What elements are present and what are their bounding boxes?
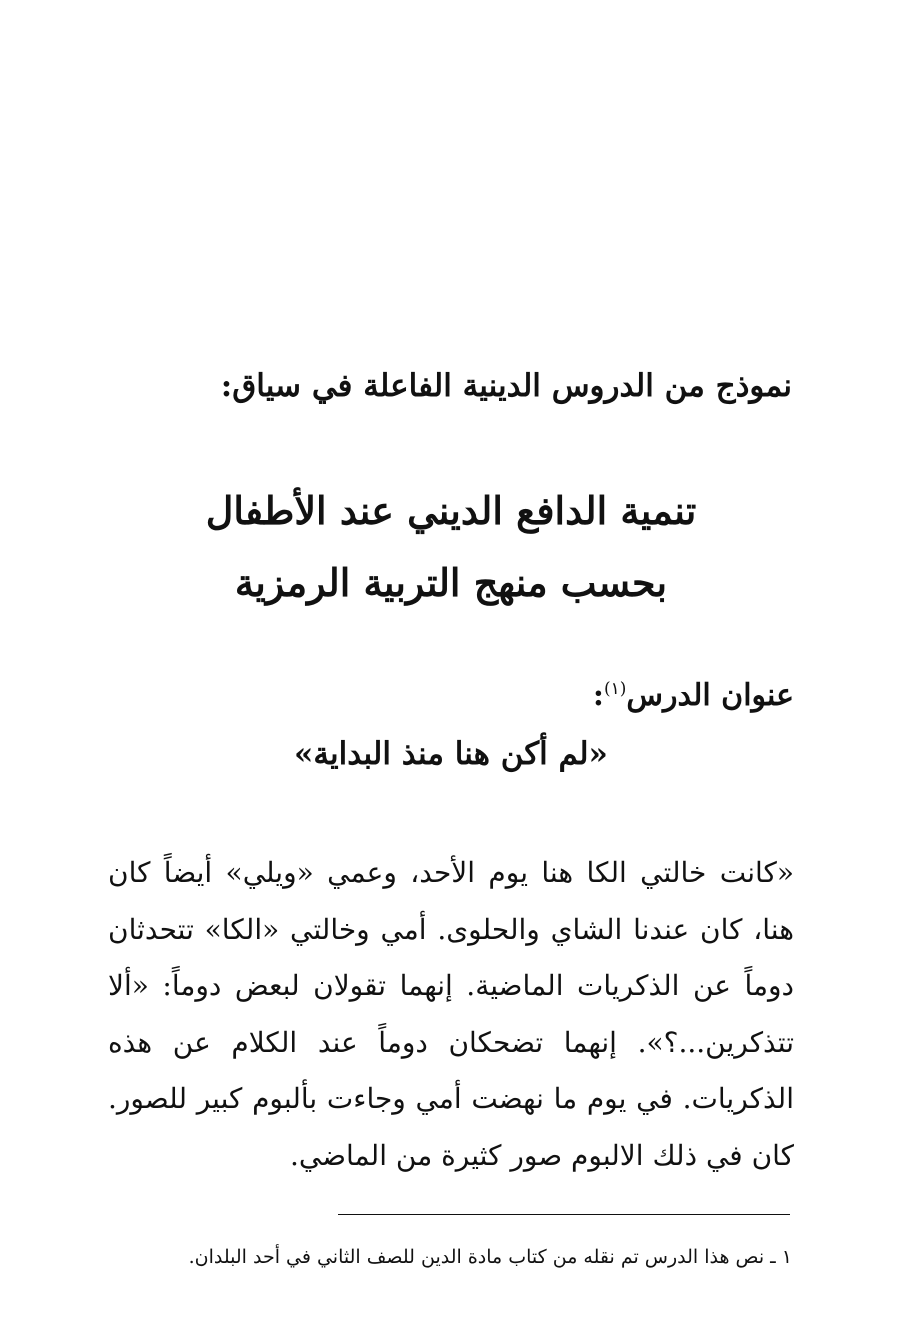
lesson-label: عنوان الدرس xyxy=(626,678,794,713)
lesson-title-line-1: تنمية الدافع الديني عند الأطفال xyxy=(205,488,697,533)
lesson-label-row xyxy=(593,678,794,713)
lesson-title-line-2: بحسب منهج التربية الرمزية xyxy=(234,560,668,605)
lesson-name: «لم أكن هنا منذ البداية» xyxy=(294,736,608,772)
footnote-separator xyxy=(338,1214,790,1215)
body-paragraph: «كانت خالتي الكا هنا يوم الأحد، وعمي «ويلي» أيضاً كان هنا، كان عندنا الشاي والحلوى. أمي وخالتي «الكا» تتحدثان دوماً عن الذكريات الماضية. إنهما تقولان لبعض دوماً: «ألا تتذكرين...؟». إنهما تضحكان دوماً عند الكلام عن هذه الذكريات. في يوم ما نهضت أمي وجاءت بألبوم كبير للصور. كان في ذلك الالبوم صور كثيرة من الماضي. xyxy=(108,856,794,1172)
intro-heading: نموذج من الدروس الدينية الفاعلة في سياق: xyxy=(220,368,792,404)
lesson-label-colon: : xyxy=(592,678,604,713)
footnote-marker[interactable]: (١) xyxy=(603,679,627,699)
footnote-text: ١ ـ نص هذا الدرس تم نقله من كتاب مادة الدين للصف الثاني في أحد البلدان. xyxy=(188,1246,792,1268)
